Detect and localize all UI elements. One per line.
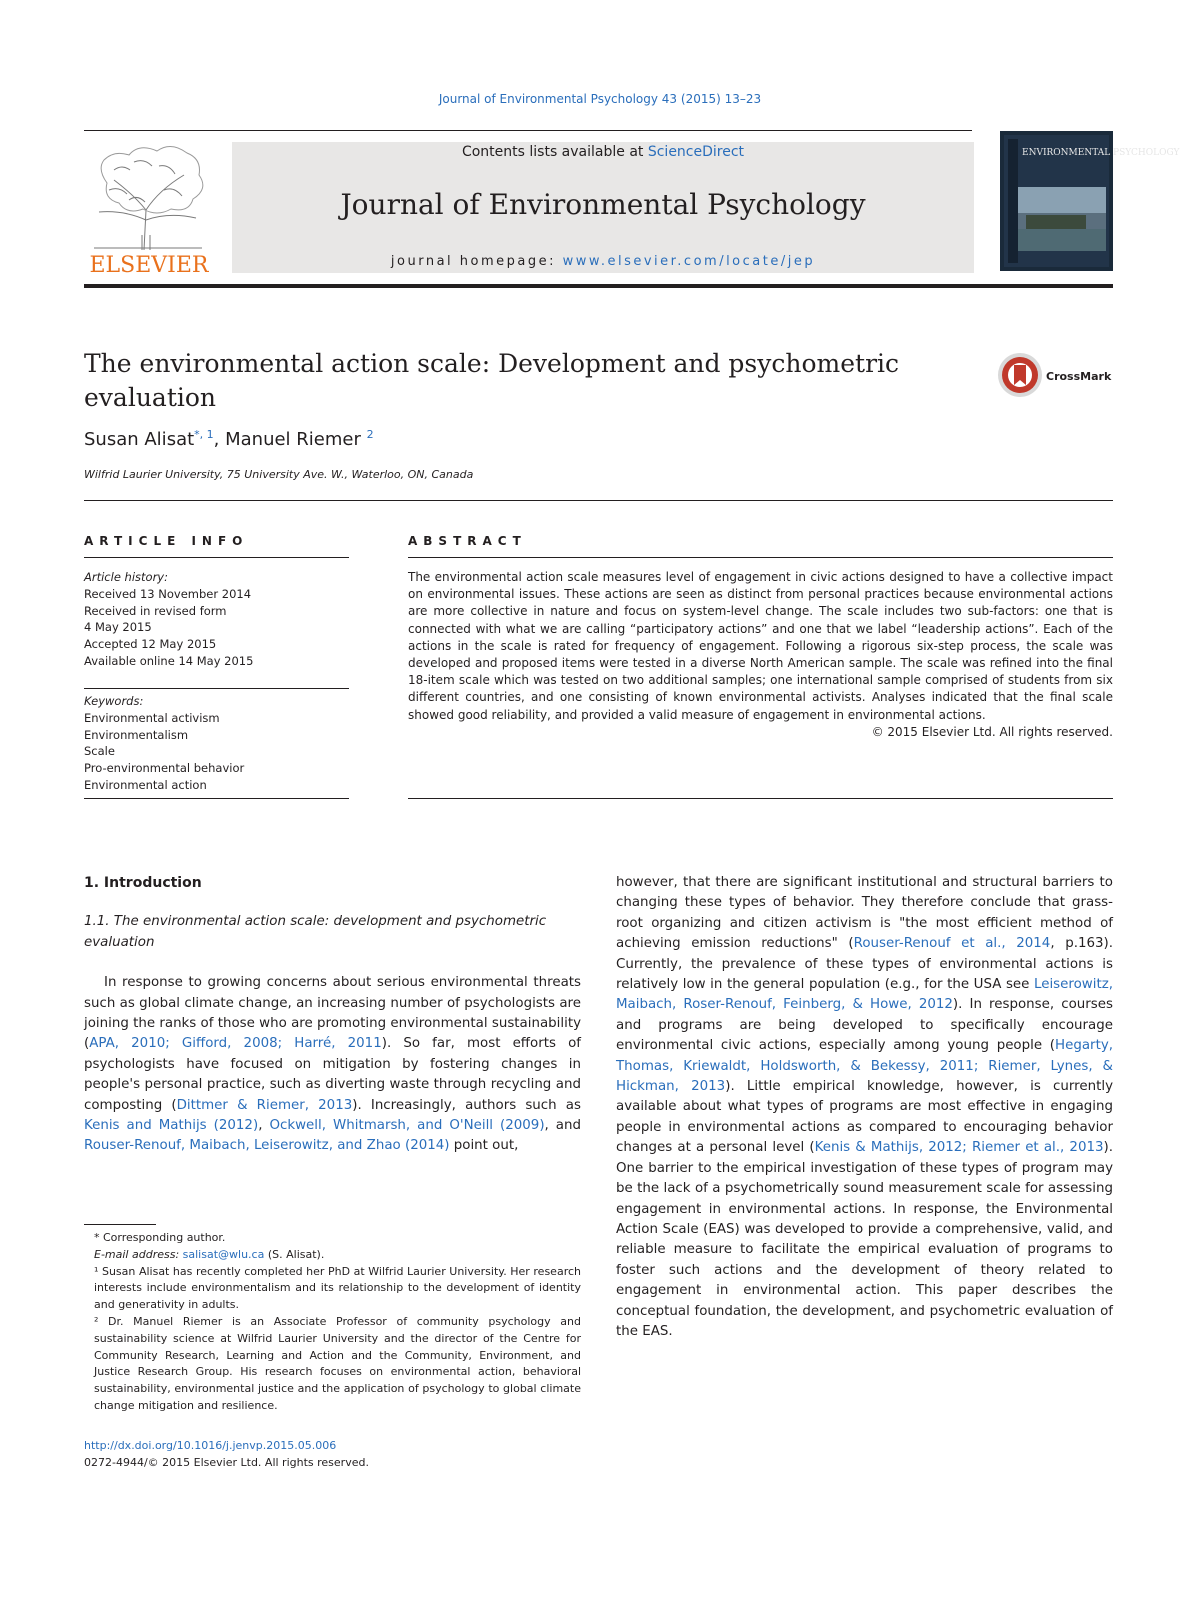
abstract-heading: ABSTRACT [408, 534, 527, 548]
contents-prefix: Contents lists available at [461, 144, 648, 160]
journal-title: Journal of Environmental Psychology [340, 188, 866, 221]
intro-paragraph-continued [616, 873, 1113, 1342]
author-1-marks[interactable]: *, 1 [194, 428, 214, 441]
history-label: Article history: [84, 570, 168, 584]
abstract-rule-bottom [408, 798, 1113, 799]
email-link[interactable]: salisat@wlu.ca [182, 1247, 265, 1261]
text-run: point out, [449, 1138, 519, 1154]
footnote-2: ² Dr. Manuel Riemer is an Associate Professor of community psychology and sustainability science at Wilfrid Laurier University and the director of the Centre for Community Research, Learning and Action and the Community, Environment, and Justice Research Group. His research focuses on environmental action, behavioral sustainability, environmental justice and the application of psychology to global climate change mitigation and resilience. [94, 1314, 581, 1412]
text-run: In response to growing concerns about serious environmental threats such as global climate change, an increasing number of psychologists are joining the ranks of those who are promoting environmental sustainability ( [84, 975, 581, 1052]
email-suffix: (S. Alisat). [264, 1247, 325, 1261]
subsection-heading: 1.1. The environmental action scale: development and psychometric evaluation [84, 914, 547, 950]
citation-link[interactable]: Dittmer & Riemer, 2013 [176, 1097, 353, 1113]
text-run: ). Increasingly, authors such as [352, 1097, 581, 1113]
text-run: ). One barrier to the empirical investigation of these types of program may be the lack of a psychometrically sound measurement scale for assessing engagement in environmental actions. In response, the Environmental Action Scale (EAS) was developed to provide a comprehensive, valid, and reliable measure to facilitate the empirical evaluation of programs to foster such actions and the development of theory related to engagement in environmental action. This paper describes the conceptual foundation, the development, and psychometric evaluation of the EAS. [616, 1140, 1113, 1339]
text-run: however, that there are significant institutional and structural barriers to changing these types of behavior. They therefore conclude that grass-root organizing and citizen activism is "the most efficient method of achieving emission reductions" ( [616, 875, 1113, 952]
section-heading: 1. Introduction [84, 875, 202, 891]
corresponding-author-note: * Corresponding author. [94, 1231, 226, 1244]
citation-link[interactable]: Rouser-Renouf, Maibach, Leiserowitz, and Zhao (2014) [84, 1138, 450, 1154]
text-run: ). So far, most efforts of psychologists have focused on mitigation by fostering changes in people's personal practice, such as diverting waste through recycling and composting ( [84, 1036, 581, 1113]
title-rule [84, 500, 1113, 501]
cover-title: ENVIRONMENTAL PSYCHOLOGY [1022, 148, 1180, 158]
text-run: ). Little empirical knowledge, however, is currently available about what types of programs are most effective in engaging people in environmental actions as compared to encouraging behavior changes at a personal level ( [616, 1079, 1114, 1156]
keyword-item: Environmental activism [84, 710, 220, 725]
authors [84, 428, 374, 450]
author-1[interactable]: Susan Alisat [84, 429, 195, 450]
keyword-item: Pro-environmental behavior [84, 761, 245, 776]
info-rule-bottom [84, 798, 349, 799]
footnote-rule [84, 1224, 156, 1225]
doi-link[interactable]: http://dx.doi.org/10.1016/j.jenvp.2015.05.006 [84, 1439, 337, 1452]
citation-link[interactable]: Hegarty, Thomas, Kriewaldt, Holdsworth, & Bekessy, 2011; Riemer, Lynes, & Hickman, 2013 [616, 1038, 1113, 1095]
text-run: , and [544, 1118, 581, 1134]
history-item: Accepted 12 May 2015 [84, 637, 217, 652]
citation-link[interactable]: Kenis & Mathijs, 2012; Riemer et al., 2013 [814, 1140, 1104, 1156]
history-item: 4 May 2015 [84, 620, 152, 635]
elsevier-tree-icon [84, 140, 214, 276]
abstract-copyright: © 2015 Elsevier Ltd. All rights reserved. [871, 724, 1113, 739]
body-right-column [616, 873, 1113, 1342]
sciencedirect-link[interactable]: ScienceDirect [647, 144, 745, 160]
citation-link[interactable]: Kenis and Mathijs (2012) [84, 1118, 259, 1134]
author-2-marks[interactable]: 2 [366, 428, 374, 441]
info-rule-top [84, 557, 349, 558]
author-2[interactable]: Manuel Riemer [225, 429, 361, 450]
affiliation: Wilfrid Laurier University, 75 University Ave. W., Waterloo, ON, Canada [84, 468, 474, 481]
article-info-heading: ARTICLE INFO [84, 534, 249, 548]
keyword-item: Environmentalism [84, 727, 189, 742]
citation-link[interactable]: Rouser-Renouf et al., 2014 [853, 936, 1051, 952]
publisher-wordmark: ELSEVIER [89, 253, 209, 278]
intro-paragraph [84, 973, 581, 1157]
citation-link[interactable]: APA, 2010; Gifford, 2008; Harré, 2011 [89, 1036, 382, 1052]
journal-cover [1000, 131, 1180, 271]
article-history [84, 569, 349, 670]
history-item: Received 13 November 2014 [84, 586, 252, 601]
abstract-text: The environmental action scale measures level of engagement in civic actions designed to have a collective impact on environmental issues. These actions are seen as distinct from personal practices because environmental actions are more collective in nature and focus on system-level change. The scale includes two sub-factors: one that is connected with what we are calling “participatory actions” and one that we label “leadership actions”. Each of the actions in the scale is rated for frequency of engagement. Following a rigorous six-step process, the scale was developed and proposed items were tested in a diverse North American sample. The scale was refined into the final 18-item scale which was tested on two additional samples; one international sample comprised of students from six different countries, and one consisting of known environmental activists. Analyses indicated that the final scale showed good reliability, and provided a valid measure of engagement in environmental actions. [408, 570, 1113, 722]
body-left-column [84, 873, 581, 1157]
elsevier-logo [84, 140, 214, 276]
journal-cover-image [1000, 131, 1180, 271]
article-title: The environmental action scale: Development and psychometric evaluation [84, 349, 900, 412]
author-separator: , [213, 429, 226, 450]
header-thick-rule [84, 284, 1113, 288]
footnotes [84, 1230, 581, 1415]
keyword-item: Scale [84, 744, 115, 759]
text-run: ). In response, courses and programs are being developed to specifically encourage environmental civic actions, especially among young people ( [616, 997, 1113, 1054]
contents-line [232, 144, 974, 160]
citation-link[interactable]: Leiserowitz, Maibach, Roser-Renouf, Feinberg, & Howe, 2012 [616, 977, 1113, 1013]
info-rule-middle [84, 688, 349, 689]
homepage-prefix: journal homepage: [390, 254, 563, 269]
crossmark-badge[interactable] [996, 350, 1118, 400]
text-run: , [258, 1118, 270, 1134]
footnote-1: ¹ Susan Alisat has recently completed her PhD at Wilfrid Laurier University. Her research interests include environmentalism and its relationship to the development of identity and generativity in adults. [94, 1264, 581, 1312]
abstract-rule-top [408, 557, 1113, 558]
keywords-label: Keywords: [84, 694, 144, 708]
keywords [84, 693, 349, 794]
page-bottom-info [84, 1437, 369, 1471]
crossmark-icon [996, 350, 1118, 400]
email-label: E-mail address: [94, 1247, 183, 1261]
homepage-link[interactable]: www.elsevier.com/locate/jep [562, 254, 816, 269]
abstract-body [408, 569, 1113, 741]
history-item: Received in revised form [84, 603, 227, 618]
running-head[interactable]: Journal of Environmental Psychology 43 (2015) 13–23 [438, 92, 762, 106]
homepage-line [232, 254, 974, 269]
keyword-item: Environmental action [84, 777, 207, 792]
header-rule [84, 130, 972, 131]
citation-link[interactable]: Ockwell, Whitmarsh, and O'Neill (2009) [269, 1118, 545, 1134]
text-run: , p.163). Currently, the prevalence of these types of environmental actions is relatively low in the general population (e.g., for the USA see [616, 936, 1113, 993]
email-line [84, 1247, 581, 1264]
crossmark-label: CrossMark [1046, 370, 1112, 383]
history-item: Available online 14 May 2015 [84, 653, 254, 668]
issn-line: 0272-4944/© 2015 Elsevier Ltd. All rights reserved. [84, 1456, 369, 1469]
